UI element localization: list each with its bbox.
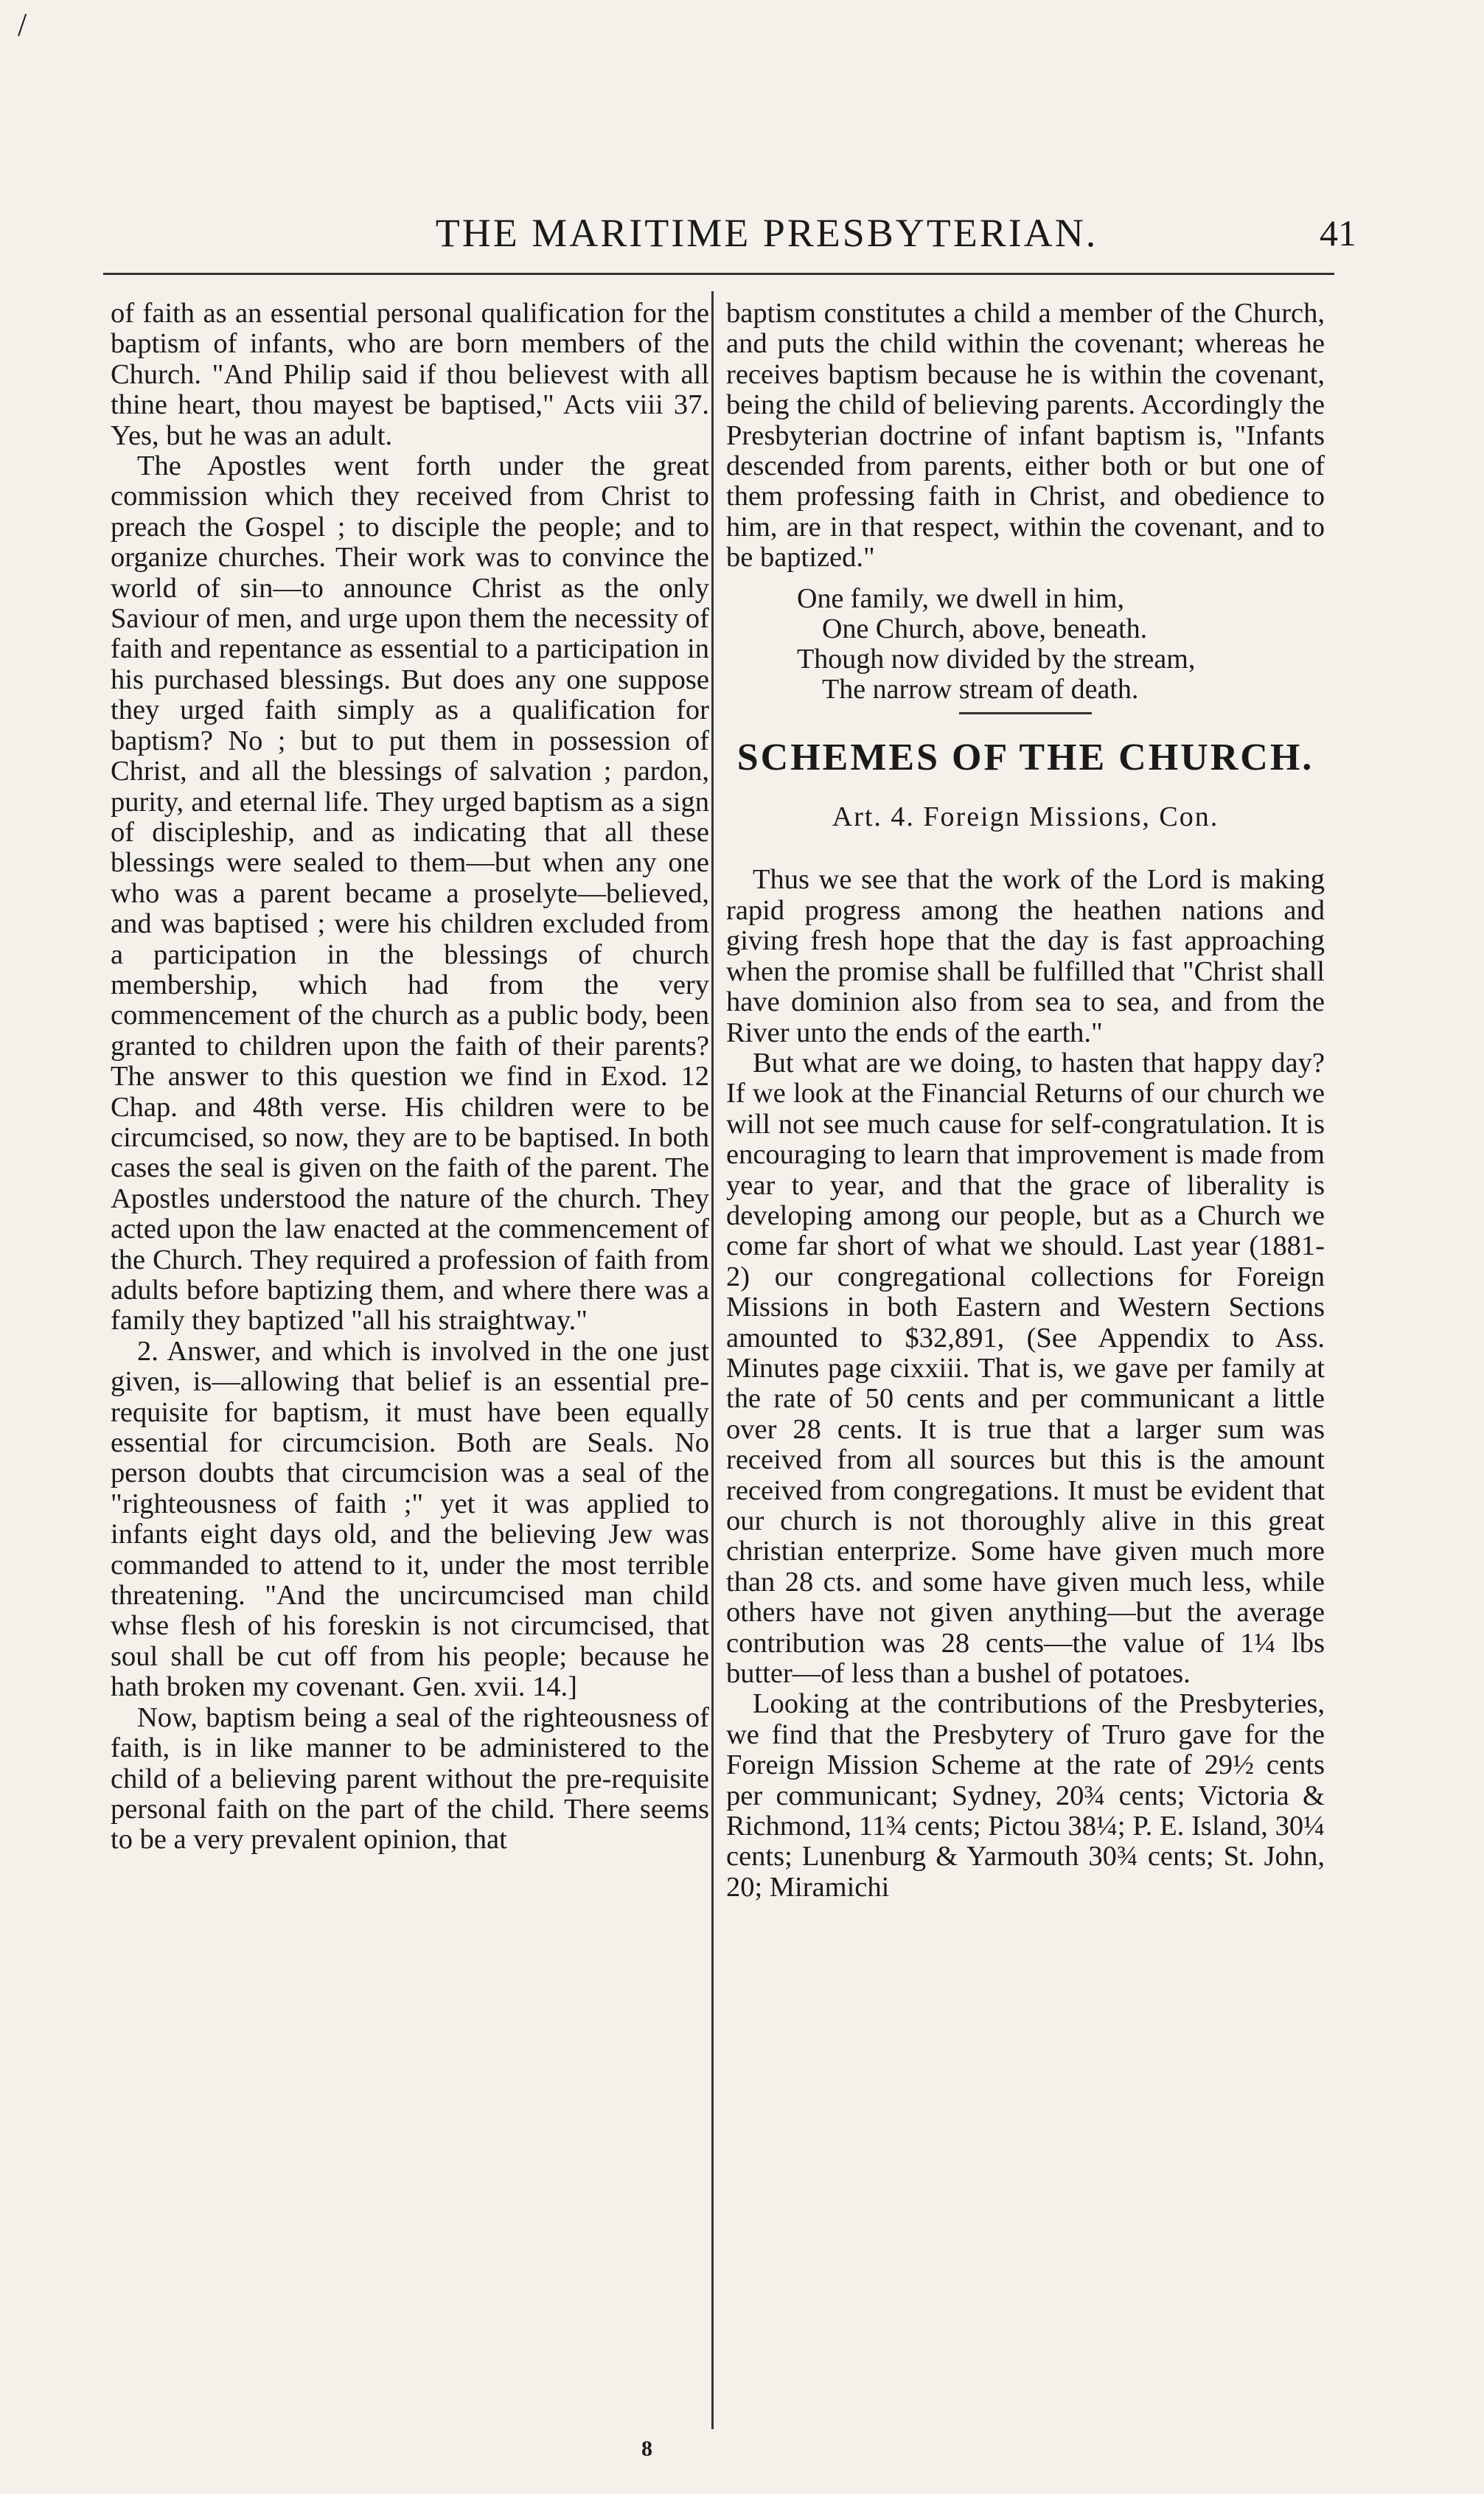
corner-mark: /: [18, 7, 27, 43]
right-paragraph-1: Thus we see that the work of the Lord is making rapid progress among the heathen nations and giving fresh hope that the day is fast approaching when the promise shall be fulfilled that "Christ shall have dominion also from sea to sea, and from the River unto the ends of the earth.": [726, 864, 1325, 1048]
left-paragraph-3: 2. Answer, and which is involved in the one just given, is—allowing that belief is an essential pre-requisite for baptism, it must have been equally essential for circumcision. Both are Seals. No person doubts that circumcision was a seal of the "righteousness of faith ;" yet it was applied to infants eight days old, and the believing Jew was commanded to attend to it, under the most terrible threatening. "And the uncircumcised man child whse flesh of his foreskin is not circumcised, that soul shall be cut off from his people; because he hath broken my covenant. Gen. xvii. 14.]: [111, 1335, 709, 1703]
header-rule: [103, 273, 1334, 275]
left-paragraph-1: of faith as an essential personal qualification for the baptism of infants, who are born members of the Church. "And Philip said if thou believest with all thine heart, thou mayest be baptised," Acts viii 37. Yes, but he was an adult.: [111, 299, 709, 451]
left-paragraph-2: The Apostles went forth under the great commission which they received from Christ to preach the Gospel ; to disciple the people; and to organize churches. Their work was to convince the world of sin—to announce Christ as the only Saviour of men, and urge upon them the necessity of faith and repentance as essential to a participation in his purchased blessings. But does any one suppose they urged faith simply as a qualification for baptism? No ; but to put them in possession of Christ, and all the blessings of salvation ; pardon, purity, and eternal life. They urged baptism as a sign of discipleship, and as indicating that all these blessings were sealed to them—but when any one who was a parent became a proselyte—believed, and was baptised ; were his children excluded from a participation in the blessings of church membership, which had from the very commencement of the church as a public body, been granted to children upon the faith of their parents? The answer to this question we find in Exod. 12 Chap. and 48th verse. His children were to be circumcised, so now, they are to be baptised. In both cases the seal is given on the faith of the parent. The Apostles understood the nature of the church. They acted upon the law enacted at the commencement of the Church. They required a profession of faith from adults before baptizing them, and where there was a family they baptized "all his straightway.": [111, 450, 709, 1337]
section-divider-rule: [959, 712, 1092, 714]
page-number: 41: [1320, 212, 1356, 254]
running-header: [88, 210, 1356, 262]
poem-line: One family, we dwell in him,: [797, 582, 1124, 614]
right-column: [726, 299, 1325, 2429]
poem-line: The narrow stream of death.: [822, 673, 1139, 705]
header-title: THE MARITIME PRESBYTERIAN.: [435, 211, 1098, 255]
poem-line: One Church, above, beneath.: [822, 613, 1148, 644]
column-divider: [711, 291, 714, 2429]
poem-line: Though now divided by the stream,: [797, 643, 1196, 675]
right-paragraph-3: Looking at the contributions of the Presbyteries, we find that the Presbytery of Truro gave for the Foreign Mission Scheme at the rate of 29½ cents per communicant; Sydney, 20¾ cents; Victoria & Richmond, 11¾ cents; Pictou 38¼; P. E. Island, 30¼ cents; Lunenburg & Yarmouth 30¾ cents; St. John, 20; Miramichi: [726, 1688, 1325, 1903]
left-column: [111, 299, 709, 2429]
poem-stanza: [726, 584, 1325, 705]
right-opening-paragraph: baptism constitutes a child a member of the Church, and puts the child within the covenant; whereas he receives baptism because he is within the covenant, being the child of believing parents. Accordingly the Presbyterian doctrine of infant baptism is, "Infants descended from parents, either both or but one of them professing faith in Christ, and obedience to him, are in that respect, within the covenant, and to be baptized.": [726, 299, 1325, 574]
footer-signature-mark: 8: [641, 2436, 652, 2461]
article-heading: Art. 4. Foreign Missions, Con.: [832, 801, 1219, 833]
left-paragraph-4: Now, baptism being a seal of the righteousness of faith, is in like manner to be administered to the child of a believing parent without the pre-requisite personal faith on the part of the child. There seems to be a very prevalent opinion, that: [111, 1701, 709, 1856]
section-heading: SCHEMES OF THE CHURCH.: [736, 736, 1314, 778]
right-paragraph-2: But what are we doing, to hasten that happy day? If we look at the Financial Returns of our church we will not see much cause for self-congratulation. It is encouraging to learn that improvement is made from year to year, and that the grace of liberality is developing among our people, but as a Church we come far short of what we should. Last year (1881-2) our congregational collections for Foreign Missions in both Eastern and Western Sections amounted to $32,891, (See Appendix to Ass. Minutes page cixxiii. That is, we gave per family at the rate of 50 cents and per communicant a little over 28 cents. It is true that a larger sum was received from all sources but this is the amount received from congregations. It must be evident that our church is not thoroughly alive in this great christian enterprize. Some have given much more than 28 cts. and some have given much less, while others have not given anything—but the average contribution was 28 cents—the value of 1¼ lbs butter—of less than a bushel of potatoes.: [726, 1047, 1325, 1690]
